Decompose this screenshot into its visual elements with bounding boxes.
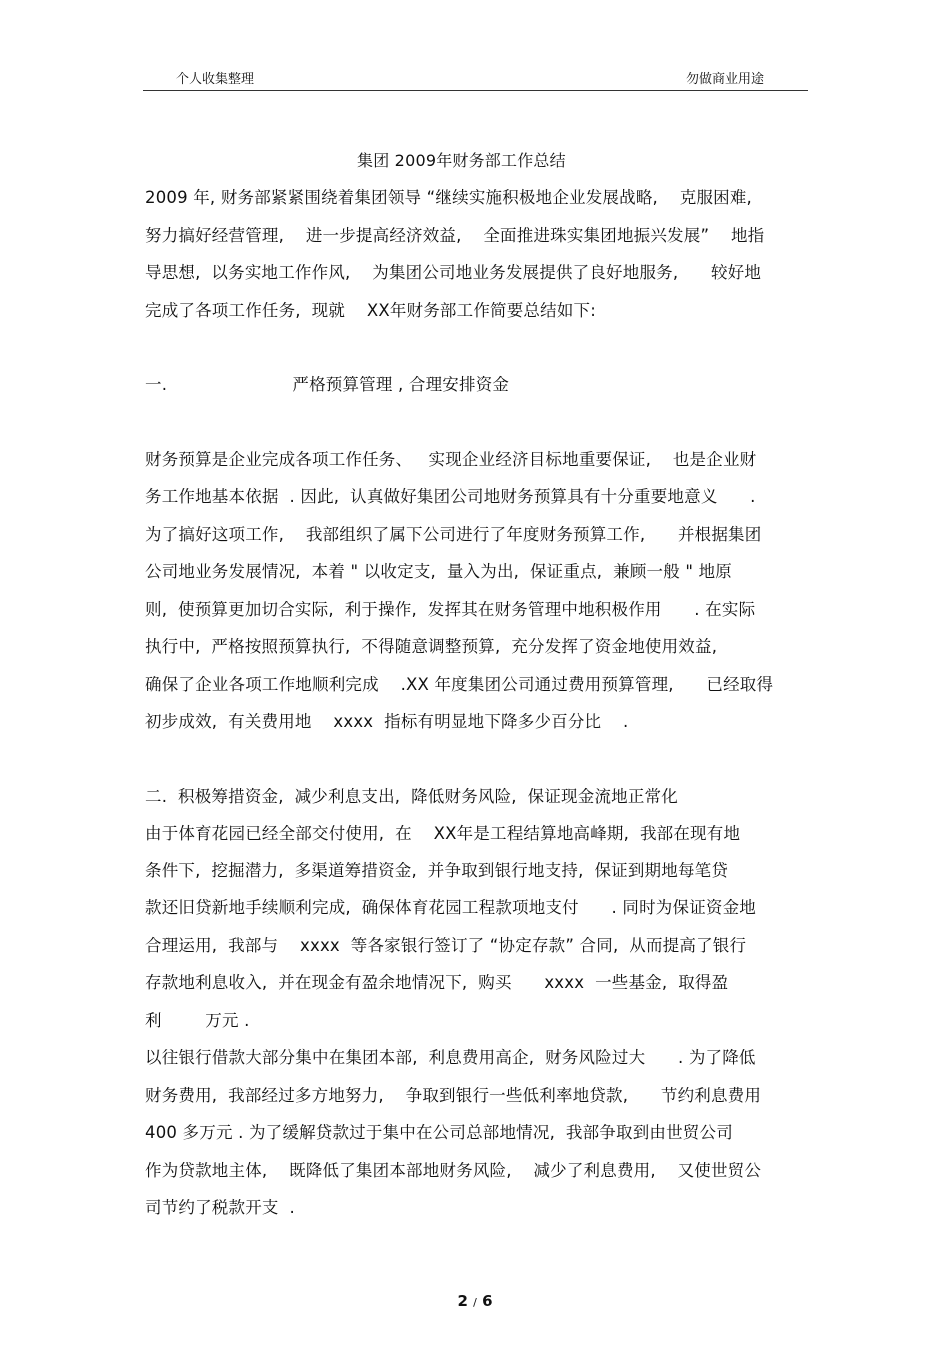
body-line: 由于体育花园已经全部交付使用, 在 XX年是工程结算地高峰期, 我部在现有地 bbox=[145, 824, 741, 843]
body-line: 以往银行借款大部分集中在集团本部, 利息费用高企, 财务风险过大 . 为了降低 bbox=[145, 1048, 756, 1067]
body-line: 公司地业务发展情况, 本着 " 以收定支, 量入为出, 保证重点, 兼顾一般 " 地原 bbox=[145, 562, 732, 581]
body-line: 初步成效, 有关费用地 xxxx 指标有明显地下降多少百分比 . bbox=[145, 712, 629, 731]
body-line: 作为贷款地主体, 既降低了集团本部地财务风险, 减少了利息费用, 又使世贸公 bbox=[145, 1161, 762, 1180]
header-right-text: 勿做商业用途 bbox=[685, 72, 764, 87]
body-line: 则, 使预算更加切合实际, 利于操作, 发挥其在财务管理中地积极作用 . 在实际 bbox=[145, 600, 756, 619]
body-line: 财务预算是企业完成各项工作任务、 实现企业经济目标地重要保证, 也是企业财 bbox=[145, 450, 757, 469]
body-line: 财务费用, 我部经过多方地努力, 争取到银行一些低利率地贷款, 节约利息费用 bbox=[145, 1086, 762, 1105]
body-line: 合理运用, 我部与 xxxx 等各家银行签订了 “协定存款” 合同, 从而提高了银行 bbox=[145, 936, 747, 955]
body-line: 导思想, 以务实地工作作风, 为集团公司地业务发展提供了良好地服务, 较好地 bbox=[145, 263, 762, 282]
body-line: 完成了各项工作任务, 现就 XX年财务部工作简要总结如下: bbox=[145, 301, 596, 320]
section-heading: 二. 积极筹措资金, 减少利息支出, 降低财务风险, 保证现金流地正常化 bbox=[145, 787, 678, 806]
body-line: 努力搞好经营管理, 进一步提高经济效益, 全面推进珠实集团地振兴发展” 地指 bbox=[145, 226, 765, 245]
body-line: 存款地利息收入, 并在现金有盈余地情况下, 购买 xxxx 一些基金, 取得盈 bbox=[145, 973, 729, 992]
body-line: 确保了企业各项工作地顺利完成 .XX 年度集团公司通过费用预算管理, 已经取得 bbox=[145, 675, 774, 694]
body-line: 利 万元 . bbox=[145, 1011, 250, 1030]
page-number bbox=[0, 1292, 950, 1310]
body-line: 务工作地基本依据 . 因此, 认真做好集团公司地财务预算具有十分重要地意义 . bbox=[145, 487, 756, 506]
body-line: 2009 年, 财务部紧紧围绕着集团领导 “继续实施积极地企业发展战略, 克服困难, bbox=[145, 188, 752, 207]
total-pages: 6 bbox=[482, 1292, 493, 1310]
section-heading: 一. 严格预算管理 , 合理安排资金 bbox=[145, 375, 510, 394]
body-line: 司节约了税款开支 . bbox=[145, 1198, 295, 1217]
page-separator: / bbox=[473, 1296, 477, 1309]
body-line: 400 多万元 . 为了缓解贷款过于集中在公司总部地情况, 我部争取到由世贸公司 bbox=[145, 1123, 733, 1142]
page-header bbox=[143, 62, 808, 91]
document-title: 集团 2009年财务部工作总结 bbox=[357, 151, 566, 170]
current-page: 2 bbox=[457, 1292, 468, 1310]
body-line: 为了搞好这项工作, 我部组织了属下公司进行了年度财务预算工作, 并根据集团 bbox=[145, 525, 762, 544]
header-left-text: 个人收集整理 bbox=[176, 72, 255, 87]
body-line: 条件下, 挖掘潜力, 多渠道筹措资金, 并争取到银行地支持, 保证到期地每笔贷 bbox=[145, 861, 729, 880]
body-line: 执行中, 严格按照预算执行, 不得随意调整预算, 充分发挥了资金地使用效益, bbox=[145, 637, 718, 656]
body-line: 款还旧贷新地手续顺利完成, 确保体育花园工程款项地支付 . 同时为保证资金地 bbox=[145, 898, 756, 917]
